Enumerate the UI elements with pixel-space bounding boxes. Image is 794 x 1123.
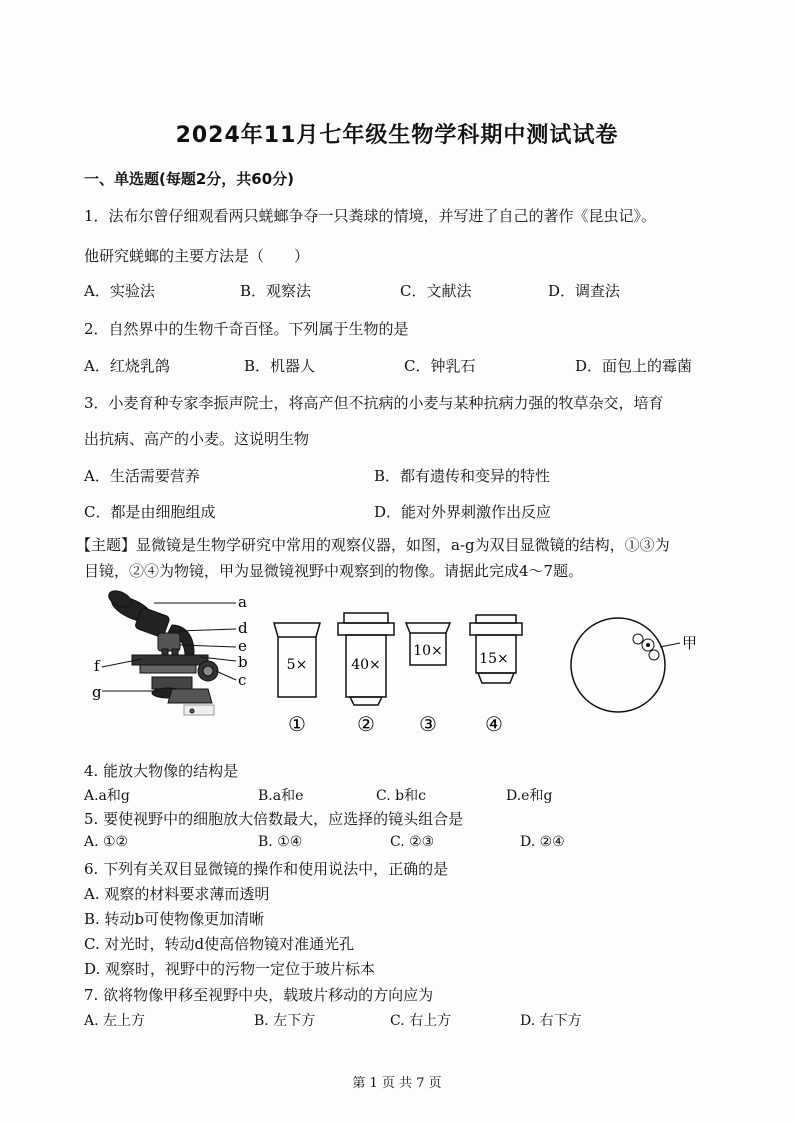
q1-option-b: B．观察法 [240, 282, 312, 300]
lens-4-num: ④ [485, 712, 503, 736]
q4-option-c: C. b和c [376, 788, 426, 804]
question-1-text: 1．法布尔曾仔细观看两只蜣螂争夺一只粪球的情境，并写进了自己的著作《昆虫记》。 [84, 207, 657, 225]
q5-option-d: D. ②④ [520, 834, 565, 850]
q5-option-c: C. ②③ [390, 834, 435, 850]
label-f: f [94, 657, 100, 675]
lens-4-mag: 15× [479, 651, 509, 667]
field-of-view [571, 618, 680, 712]
q2-option-c: C．钟乳石 [404, 357, 476, 375]
question-7-text: 7. 欲将物像甲移至视野中央，载玻片移动的方向应为 [84, 986, 434, 1004]
q7-option-b: B. 左下方 [254, 1013, 316, 1029]
label-c: c [238, 671, 247, 689]
q1-option-c: C．文献法 [400, 282, 472, 300]
topic-text-cont: 目镜，②④为物镜，甲为显微镜视野中观察到的物像。请据此完成4～7题。 [84, 562, 584, 580]
q3-option-b: B．都有遗传和变异的特性 [374, 467, 551, 485]
lens-3-num: ③ [419, 712, 437, 736]
lens-4 [470, 615, 522, 683]
q2-option-d: D．面包上的霉菌 [575, 357, 693, 375]
lens-1-mag: 5× [286, 657, 308, 673]
q7-option-a: A. 左上方 [84, 1013, 146, 1029]
q5-option-b: B. ①④ [258, 834, 303, 850]
question-2-text: 2．自然界中的生物千奇百怪。下列属于生物的是 [84, 320, 409, 338]
q3-option-c: C．都是由细胞组成 [84, 503, 216, 521]
lens-2-num: ② [357, 712, 375, 736]
q7-option-d: D. 右下方 [520, 1013, 582, 1029]
q2-option-b: B．机器人 [244, 357, 316, 375]
section-heading: 一、单选题(每题2分，共60分) [84, 170, 295, 188]
q4-option-d: D.e和g [506, 788, 553, 804]
page-title: 2024年11月七年级生物学科期中测试试卷 [175, 123, 619, 148]
q2-option-a: A．红烧乳鸽 [84, 357, 170, 375]
label-a: a [238, 593, 247, 611]
q1-option-a: A．实验法 [84, 282, 155, 300]
q7-option-c: C. 右上方 [390, 1013, 452, 1029]
microscope-drawing [106, 588, 218, 715]
microscope-figure [80, 585, 720, 745]
q6-option-c: C. 对光时，转动d使高倍物镜对准通光孔 [84, 935, 355, 953]
label-e: e [238, 637, 247, 655]
topic-text: 【主题】显微镜是生物学研究中常用的观察仪器，如图，a-g为双目显微镜的结构，①③为 [76, 536, 670, 554]
lens-2-mag: 40× [351, 657, 381, 673]
q5-option-a: A. ①② [84, 834, 129, 850]
question-3-text: 3．小麦育种专家李振声院士，将高产但不抗病的小麦与某种抗病力强的牧草杂交，培育 [84, 394, 664, 412]
label-d: d [238, 619, 248, 637]
question-1-text-cont: 他研究蜣螂的主要方法是（ ） [84, 247, 310, 265]
question-4-text: 4. 能放大物像的结构是 [84, 762, 239, 780]
q4-option-b: B.a和e [258, 788, 304, 804]
q3-option-a: A．生活需要营养 [84, 467, 200, 485]
q3-option-d: D．能对外界刺激作出反应 [374, 503, 552, 521]
lens-3-mag: 10× [413, 643, 443, 659]
q6-option-b: B. 转动b可使物像更加清晰 [84, 910, 265, 928]
q6-option-a: A. 观察的材料要求薄而透明 [84, 885, 270, 903]
question-3-text-cont: 出抗病、高产的小麦。这说明生物 [84, 430, 310, 448]
q6-option-d: D. 观察时，视野中的污物一定位于玻片标本 [84, 960, 376, 978]
field-label: 甲 [682, 634, 698, 652]
lens-1-num: ① [288, 712, 306, 736]
page-footer: 第 1 页 共 7 页 [352, 1076, 442, 1091]
q1-option-d: D．调查法 [548, 282, 621, 300]
label-g: g [92, 683, 102, 701]
question-6-text: 6. 下列有关双目显微镜的操作和使用说法中，正确的是 [84, 860, 449, 878]
q4-option-a: A.a和g [84, 788, 130, 804]
question-5-text: 5. 要使视野中的细胞放大倍数最大，应选择的镜头组合是 [84, 810, 464, 828]
label-b: b [238, 653, 248, 671]
